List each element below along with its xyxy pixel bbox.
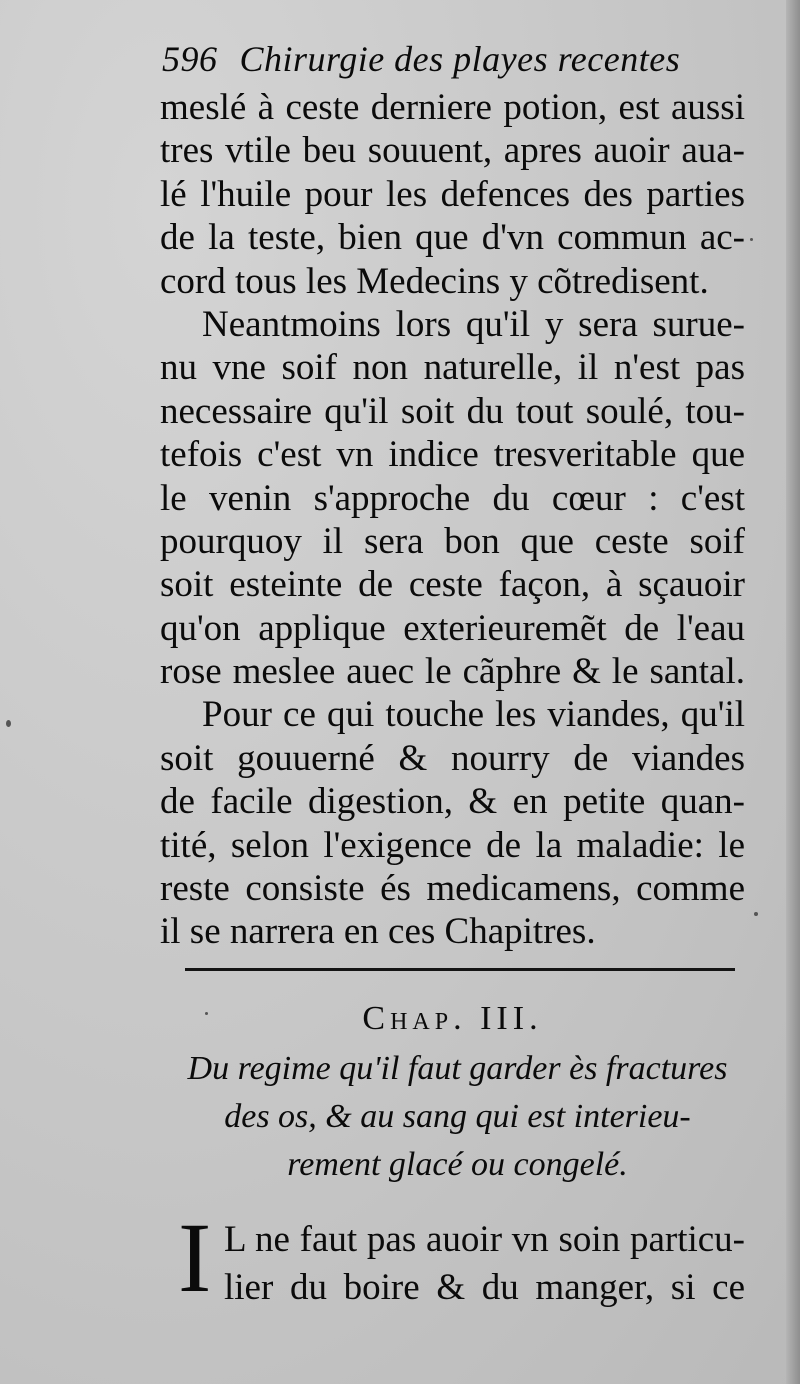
page-edge-shadow bbox=[786, 0, 800, 1384]
text-line: de la teste, bien que d'vn commun ac- bbox=[160, 217, 745, 259]
text-line: L ne faut pas auoir vn soin particu- bbox=[224, 1219, 745, 1260]
text-line: Pour ce qui touche les viandes, qu'il bbox=[202, 694, 745, 736]
text-line: qu'on applique exterieuremẽt de l'eau bbox=[160, 607, 745, 649]
text-line: necessaire qu'il soit du tout soulé, tou- bbox=[160, 390, 745, 432]
paper-speck bbox=[754, 912, 758, 916]
text-line: rose meslee auec le cãphre & le santal. bbox=[160, 651, 745, 693]
text-line: le venin s'approche du cœur : c'est bbox=[160, 477, 745, 519]
text-line: soit gouuerné & nourry de viandes bbox=[160, 737, 745, 779]
running-head bbox=[162, 38, 742, 80]
chapter-text bbox=[178, 1202, 745, 1313]
paper-speck bbox=[6, 720, 11, 727]
page-number: 596 bbox=[162, 39, 218, 79]
chapter-title-line: Du regime qu'il faut garder ès fractures bbox=[187, 1050, 728, 1087]
chapter-title-line: rement glacé ou congelé. bbox=[287, 1146, 628, 1183]
text-line: il se narrera en ces Chapitres. bbox=[160, 911, 596, 953]
chapter-heading: Chap. III. bbox=[362, 1000, 543, 1037]
drop-cap: I bbox=[178, 1202, 212, 1313]
paper-speck bbox=[750, 238, 753, 241]
running-title: Chirurgie des playes recentes bbox=[239, 39, 681, 79]
text-line: tefois c'est vn indice tresveritable que bbox=[160, 434, 745, 476]
text-line: tité, selon l'exigence de la maladie: le bbox=[160, 824, 745, 866]
text-line: reste consiste és medicamens, comme bbox=[160, 868, 745, 910]
text-line: Neantmoins lors qu'il y sera surue- bbox=[202, 303, 745, 345]
text-line: de facile digestion, & en petite quan- bbox=[160, 781, 745, 823]
text-line: pourquoy il sera bon que ceste soif bbox=[160, 520, 745, 562]
section-divider bbox=[185, 968, 735, 971]
chapter-title bbox=[170, 1045, 745, 1189]
text-line: lé l'huile pour les defences des parties bbox=[160, 173, 745, 215]
text-line: lier du boire & du manger, si ce bbox=[224, 1267, 745, 1308]
text-line: meslé à ceste derniere potion, est aussi bbox=[160, 87, 745, 128]
text-line: soit esteinte de ceste façon, à sçauoir bbox=[160, 564, 745, 606]
chapter-title-line: des os, & au sang qui est interieu- bbox=[224, 1098, 691, 1135]
paper-speck bbox=[205, 1012, 208, 1015]
text-line: nu vne soif non naturelle, il n'est pas bbox=[160, 347, 745, 389]
main-text bbox=[160, 86, 745, 954]
text-line: cord tous les Medecins y cõtredisent. bbox=[160, 260, 709, 302]
text-line: tres vtile beu souuent, apres auoir aua- bbox=[160, 130, 745, 172]
